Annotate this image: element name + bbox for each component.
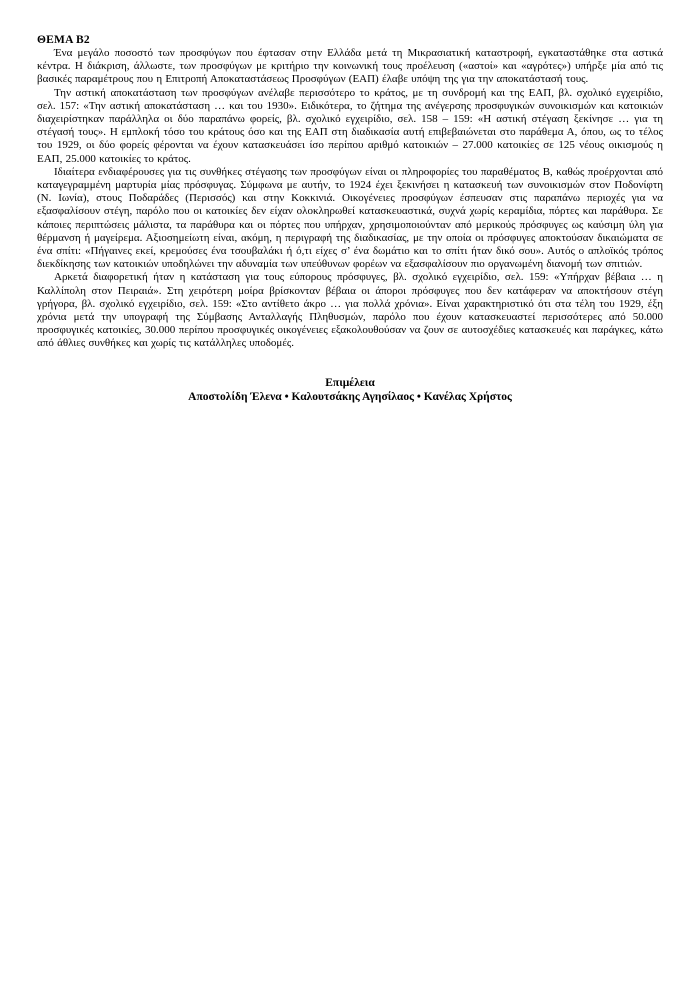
paragraph-housing-conditions: Ιδιαίτερα ενδιαφέρουσες για τις συνθήκες στέγασης των προσφύγων είναι οι πληροφορίες του παραθέματος Β, καθώς προέρχονται από καταγεγραμμένη μαρτυρία μίας πρόσφυγας. Σύμφωνα με αυτήν, το 1924 έχει ξεκινήσει η κατασκευή των συνοικισμών στον Ποδονίφτη (Ν. Ιωνία), στους Ποδαράδες (Περισσός) και στην Κοκκινιά. Οικογένειες προσφύγων έσπευσαν στις παραπάνω περιοχές για να εξασφαλίσουν στέγη, παρόλο που οι κατοικίες δεν είχαν ολοκληρωθεί κατασκευαστικά, συχνά χωρίς κεραμίδια, πόρτες και παράθυρα. Σε κάποιες περιπτώσεις μάλιστα, τα παράθυρα και οι πόρτες που υπήρχαν, χρησιμοποιούνταν από μερικούς πρόσφυγες ως καύσιμη ύλη για θέρμανση ή μαγείρεμα. Αξιοσημείωτη είναι, ακόμη, η περιγραφή της διαδικασίας, με την οποία οι πρόσφυγες αποκτούσαν δικαιώματα σε ένα σπίτι: «Πήγαινες εκεί, κρεμούσες ένα τσουβαλάκι ή ό,τι είχες σ’ ένα δωμάτιο και το σπίτι ήταν δικό σου». Αυτός ο απλοϊκός τρόπος διεκδίκησης των κατοικιών υποδηλώνει την αδυναμία των υπεύθυνων φορέων να εξασφαλίσουν πιο οργανωμένη διανομή των σπιτιών. [37, 165, 663, 271]
document-body [37, 47, 663, 351]
paragraph-urban-rehabilitation: Την αστική αποκατάσταση των προσφύγων ανέλαβε περισσότερο το κράτος, με τη συνδρομή και της ΕΑΠ, βλ. σχολικό εγχειρίδιο, σελ. 157: «Την αστική αποκατάσταση … και του 1930». Ειδικότερα, το ζήτημα της ανέγερσης προσφυγικών συνοικισμών και κατοικιών διαχειρίστηκαν παράλληλα οι δύο παραπάνω φορείς, βλ. σχολικό εγχειρίδιο, σελ. 158 – 159: «Η αστική στέγαση ξεκίνησε … για τη στέγασή τους». Η εμπλοκή τόσο του κράτους όσο και της ΕΑΠ στη διαδικασία αυτή επιβεβαιώνεται στο παράθεμα Α, όπου, ως το τέλος του 1929, οι δύο φορείς φέρονται να έχουν κατασκευάσει ίσο περίπου αριθμό κατοικιών – 27.000 κατοικίες σε 125 νέους οικισμούς η ΕΑΠ, 25.000 κατοικίες το κράτος. [37, 86, 663, 165]
paragraph-wealthy-vs-poor: Αρκετά διαφορετική ήταν η κατάσταση για τους εύπορους πρόσφυγες, βλ. σχολικό εγχειρίδιο, σελ. 159: «Υπήρχαν βέβαια … η Καλλίπολη στον Πειραιά». Στη χειρότερη μοίρα βρίσκονταν βέβαια οι άποροι πρόσφυγες που δεν κατάφεραν να αποκτήσουν στέγη γρήγορα, βλ. σχολικό εγχειρίδιο, σελ. 159: «Στο αντίθετο άκρο … για πολλά χρόνια». Είναι χαρακτηριστικό ότι στα τέλη του 1929, έξη χρόνια μετά την υπογραφή της Σύμβασης Ανταλλαγής Πληθυσμών, παρόλο που έχουν κατασκευαστεί περισσότερες από 50.000 προσφυγικές κατοικίες, 30.000 περίπου προσφυγικές οικογένειες εξακολουθούσαν να ζουν σε αυτοσχέδιες κατασκευές και παράγκες, κάτω από άθλιες συνθήκες και χωρίς τις κατάλληλες υποδομές. [37, 271, 663, 350]
footer-title: Επιμέλεια [325, 376, 375, 389]
document-footer [37, 376, 663, 405]
footer-editors: Αποστολίδη Έλενα • Καλουτσάκης Αγησίλαος • Κανέλας Χρήστος [188, 391, 512, 404]
paragraph-intro: Ένα μεγάλο ποσοστό των προσφύγων που έφτασαν στην Ελλάδα μετά τη Μικρασιατική καταστροφή, εγκαταστάθηκε στα αστικά κέντρα. Η διάκριση, άλλωστε, των προσφύγων με κριτήριο την κοινωνική τους προέλευση («αστοί» και «αγρότες») υπήρξε μία από τις βασικές παραμέτρους που η Επιτροπή Αποκαταστάσεως Προσφύγων (ΕΑΠ) έλαβε υπόψη της για την αποκατάστασή τους. [37, 47, 663, 86]
document-heading: ΘΕΜΑ Β2 [37, 34, 90, 46]
